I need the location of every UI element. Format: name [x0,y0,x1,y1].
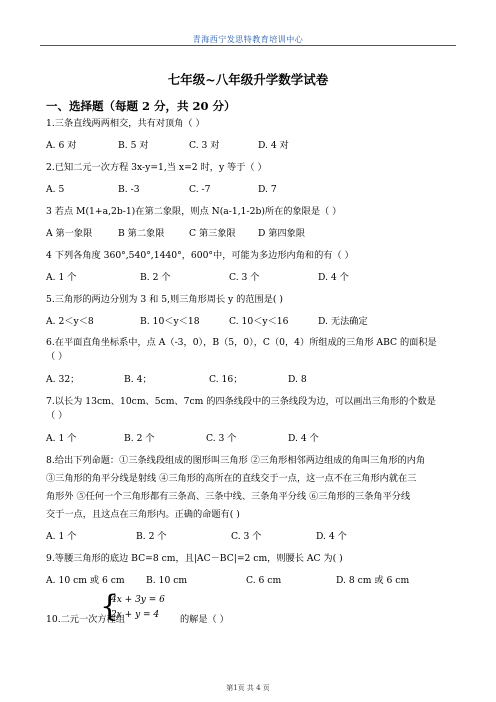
option-c: C. 3 个 [206,433,237,444]
option-c: C. 3 对 [189,140,220,151]
question-8-stem-cont: 角形外 ⑤任何一个三角形都有三条高、三条中线、三条角平分线 ⑥三角形的三条角平分线 [46,491,411,502]
section-heading: 一、选择题（每题 2 分，共 20 分） [46,99,236,113]
page-title: 七年级~八年级升学数学试卷 [167,72,329,87]
question-10-prefix: 10.二元一次方程组 [46,614,125,625]
option-a: A. 5 [46,184,65,195]
option-d: D. 8 cm 或 6 cm [336,575,410,586]
question-8-stem-cont: 交于一点，且这点在三角形内。正确的命题有( ) [46,509,240,520]
option-d: D. 无法确定 [318,316,368,327]
option-b: B 第二象限 [118,228,165,239]
option-d: D. 4 个 [288,433,319,444]
option-b: B. 2 个 [136,531,167,542]
question-3-stem: 3 若点 M(1+a,2b-1)在第二象限，则点 N(a-1,1-2b)所在的象限是（ ） [46,206,342,217]
option-d: D. 7 [258,184,277,195]
option-c: C. 10＜y＜16 [229,316,289,327]
question-6-stem-cont: （ ） [46,351,68,362]
option-c: C. 3 个 [229,272,260,283]
header-divider [40,45,456,46]
option-a: A. 1 个 [46,272,77,283]
option-d: D. 8 [288,374,307,385]
equation-system [100,589,180,626]
option-b: B. 2 个 [140,272,171,283]
option-b: B. 2 个 [124,433,155,444]
option-b: B. 10 cm [146,575,188,586]
question-8-stem-cont: ③三角形的角平分线是射线 ④三角形的高所在的直线交于一点，这一点不在三角形内就在三 [46,473,417,484]
option-d: D 第四象限 [258,228,306,239]
option-a: A. 1 个 [46,433,77,444]
question-5-stem: 5.三角形的两边分别为 3 和 5,则三角形周长 y 的范围是( ) [46,294,284,305]
option-d: D. 4 个 [318,272,349,283]
question-2-stem: 2.已知二元一次方程 3x-y=1,当 x=2 时，y 等于（ ） [46,162,267,173]
option-b: B. 4； [124,374,152,385]
option-a: A. 6 对 [46,140,77,151]
option-b: B. 5 对 [118,140,149,151]
option-c: C. 6 cm [246,575,282,586]
option-b: B. 10＜y＜18 [140,316,200,327]
header-org: 青海西宁发思特教育培训中心 [192,35,304,44]
left-brace: { [100,589,120,624]
question-4-stem: 4 下列各角度 360°,540°,1440°，600°中，可能为多边形内角和的有（ ） [46,250,354,261]
option-c: C. 16； [209,374,243,385]
option-c: C. -7 [189,184,211,195]
page-header [0,0,496,46]
option-a: A. 2＜y＜8 [46,316,94,327]
option-b: B. -3 [118,184,140,195]
option-a: A. 32； [46,374,80,385]
question-7-stem: 7.以长为 13cm、10cm、5cm、7cm 的四条线段中的三条线段为边，可以画出三角形的个数是 [46,396,436,407]
question-6-stem: 6.在平面直角坐标系中，点 A（-3，0），B（5，0），C（0，4）所组成的三角形 ABC 的面积是 [46,337,437,348]
option-c: C. 3 个 [231,531,262,542]
option-c: C 第三象限 [189,228,236,239]
question-8-stem: 8.给出下列命题：①三条线段组成的图形叫三角形 ②三角形相邻两边组成的角叫三角形的内角 [46,455,426,466]
question-9-stem: 9.等腰三角形的底边 BC=8 cm，且|AC－BC|=2 cm，则腰长 AC 为( ) [46,553,343,564]
option-a: A 第一象限 [46,228,93,239]
option-a: A. 1 个 [46,531,77,542]
page-footer: 第1页 共 4 页 [226,684,270,692]
option-d: D. 4 个 [316,531,347,542]
option-a: A. 10 cm 或 6 cm [46,575,125,586]
equation-2: 2x + y = 4 [111,610,160,620]
equation-1: 4x + 3y = 6 [111,595,165,605]
question-1-stem: 1.三条直线两两相交，共有对顶角（ ） [46,118,205,129]
option-d: D. 4 对 [258,140,289,151]
question-10-suffix: 的解是（ ） [180,614,229,625]
question-7-stem-cont: （ ） [46,410,68,421]
